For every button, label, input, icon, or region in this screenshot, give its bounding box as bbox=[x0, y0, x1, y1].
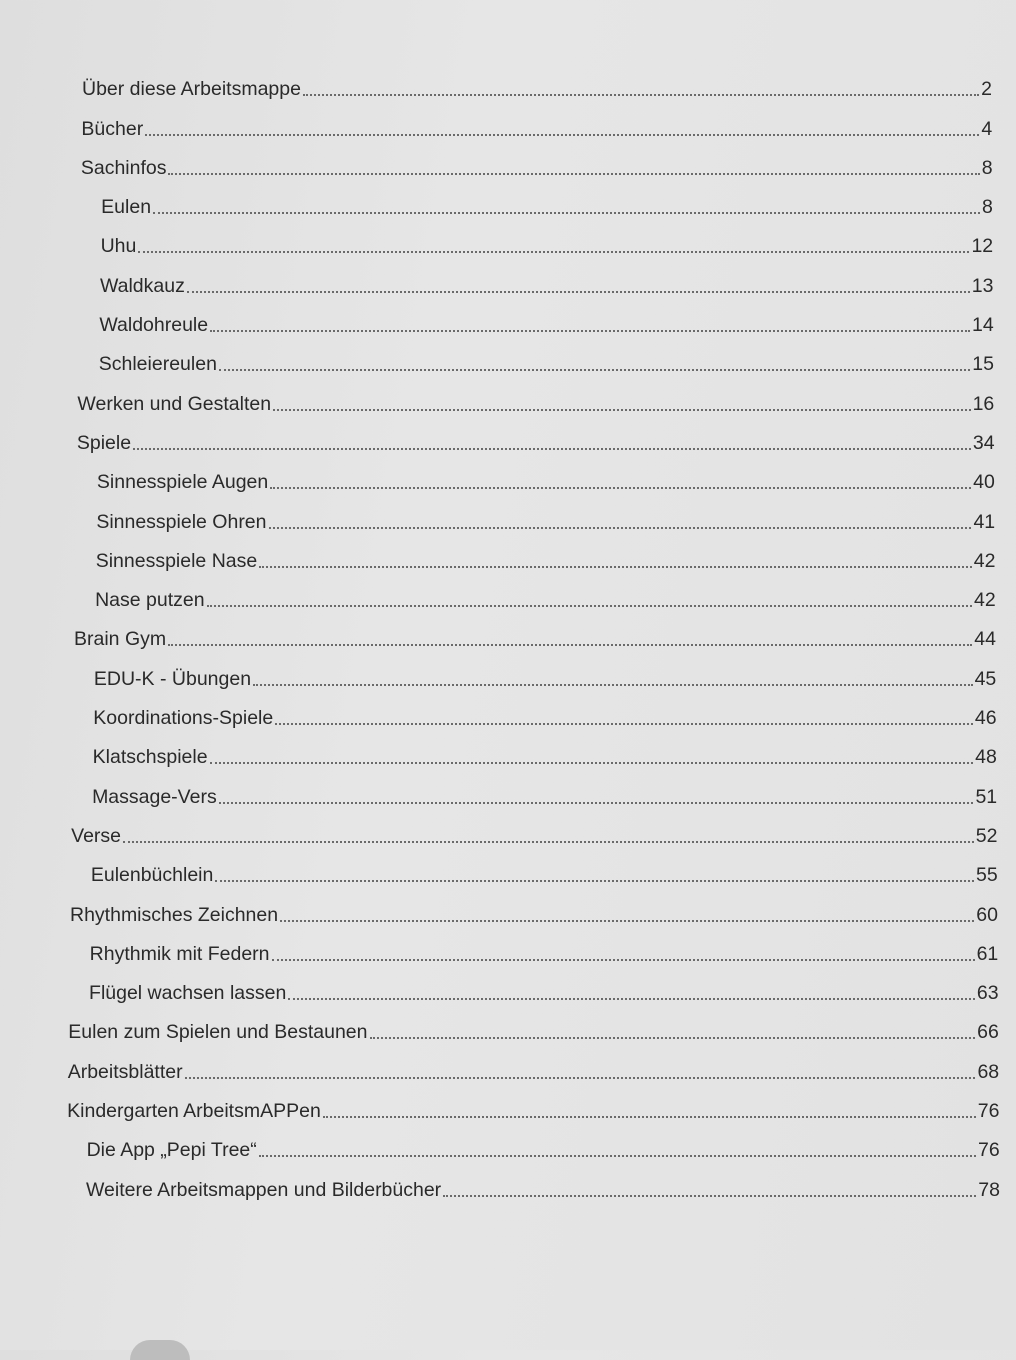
toc-entry-title: Klatschspiele bbox=[92, 746, 208, 769]
toc-entry bbox=[0, 616, 996, 655]
toc-dot-leader bbox=[280, 920, 974, 922]
toc-entry bbox=[0, 184, 993, 223]
toc-entry bbox=[0, 813, 997, 852]
toc-entry-page-number: 4 bbox=[981, 117, 993, 140]
toc-entry-page-number: 14 bbox=[972, 314, 994, 337]
toc-entry-page-number: 48 bbox=[975, 746, 997, 769]
toc-dot-leader bbox=[133, 448, 971, 450]
toc-entry-title: Schleiereulen bbox=[98, 353, 217, 376]
toc-entry-page-number: 60 bbox=[976, 903, 998, 926]
toc-entry-title: Kindergarten ArbeitsmAPPen bbox=[67, 1100, 321, 1123]
toc-entry-page-number: 66 bbox=[977, 1021, 999, 1044]
toc-entry-page-number: 12 bbox=[971, 235, 994, 258]
toc-dot-leader bbox=[443, 1195, 976, 1197]
toc-dot-leader bbox=[185, 1077, 976, 1079]
toc-entry bbox=[0, 105, 992, 144]
toc-entry-title: Waldohreule bbox=[99, 314, 209, 337]
toc-dot-leader bbox=[153, 212, 980, 214]
toc-entry bbox=[0, 1048, 999, 1087]
toc-entry-title: Spiele bbox=[76, 431, 132, 454]
toc-entry-title: Sinnesspiele Augen bbox=[96, 471, 269, 494]
toc-entry-page-number: 46 bbox=[974, 707, 997, 730]
toc-dot-leader bbox=[370, 1037, 976, 1039]
toc-entry-page-number: 34 bbox=[972, 431, 995, 454]
toc-entry bbox=[0, 695, 997, 734]
toc-entry-page-number: 13 bbox=[971, 274, 994, 297]
toc-entry-title: Über diese Arbeitsmappe bbox=[82, 78, 301, 101]
toc-entry-page-number: 16 bbox=[972, 392, 995, 415]
toc-entry-title: Werken und Gestalten bbox=[77, 392, 272, 415]
toc-entry-title: Bücher bbox=[81, 117, 144, 140]
toc-entry-page-number: 41 bbox=[973, 510, 996, 533]
toc-entry-page-number: 42 bbox=[974, 589, 996, 612]
toc-entry bbox=[0, 734, 997, 773]
toc-entry bbox=[0, 970, 999, 1009]
toc-entry-page-number: 40 bbox=[973, 471, 995, 494]
toc-entry bbox=[0, 773, 997, 812]
toc-entry bbox=[0, 931, 998, 970]
toc-entry-page-number: 78 bbox=[978, 1178, 1000, 1201]
toc-entry-page-number: 63 bbox=[976, 982, 999, 1005]
toc-entry-title: Sinnesspiele Ohren bbox=[96, 510, 267, 533]
toc-entry-page-number: 15 bbox=[972, 353, 994, 376]
toc-entry bbox=[0, 420, 995, 459]
toc-entry-page-number: 76 bbox=[977, 1100, 1000, 1123]
toc-entry-title: Weitere Arbeitsmappen und Bilderbücher bbox=[86, 1178, 442, 1201]
toc-entry-title: EDU-K - Übungen bbox=[93, 667, 252, 690]
toc-dot-leader bbox=[272, 959, 975, 961]
toc-dot-leader bbox=[219, 369, 970, 371]
toc-dot-leader bbox=[303, 94, 979, 96]
toc-entry bbox=[0, 1127, 1000, 1166]
table-of-contents bbox=[0, 66, 1016, 1206]
toc-entry bbox=[0, 223, 993, 262]
toc-entry-page-number: 2 bbox=[981, 78, 992, 101]
toc-dot-leader bbox=[259, 566, 972, 568]
toc-dot-leader bbox=[207, 605, 972, 607]
toc-dot-leader bbox=[273, 409, 970, 411]
toc-dot-leader bbox=[210, 330, 970, 332]
toc-entry-page-number: 42 bbox=[973, 549, 996, 572]
toc-dot-leader bbox=[269, 527, 972, 529]
toc-entry bbox=[0, 66, 992, 105]
toc-entry-title: Sachinfos bbox=[80, 156, 167, 179]
toc-entry bbox=[0, 577, 996, 616]
toc-dot-leader bbox=[168, 173, 979, 175]
toc-entry-title: Nase putzen bbox=[95, 589, 205, 612]
toc-entry-title: Arbeitsblätter bbox=[67, 1060, 183, 1083]
toc-dot-leader bbox=[253, 684, 973, 686]
toc-entry-title: Waldkauz bbox=[99, 274, 185, 297]
toc-dot-leader bbox=[323, 1116, 976, 1118]
toc-entry-page-number: 8 bbox=[981, 156, 993, 179]
toc-dot-leader bbox=[288, 998, 975, 1000]
toc-entry bbox=[0, 498, 995, 537]
page-edge-shadow bbox=[130, 1340, 190, 1360]
toc-entry bbox=[0, 262, 993, 301]
toc-entry-title: Brain Gym bbox=[74, 628, 167, 651]
toc-dot-leader bbox=[168, 644, 972, 646]
toc-entry bbox=[0, 459, 995, 498]
toc-entry bbox=[0, 655, 996, 694]
toc-entry-page-number: 45 bbox=[974, 667, 997, 690]
toc-dot-leader bbox=[123, 841, 974, 843]
toc-entry-page-number: 44 bbox=[974, 628, 996, 651]
toc-dot-leader bbox=[187, 291, 970, 293]
toc-entry-title: Rhythmisches Zeichnen bbox=[70, 903, 279, 926]
toc-entry-title: Massage-Vers bbox=[92, 785, 217, 808]
toc-entry-page-number: 8 bbox=[981, 196, 993, 219]
toc-entry-page-number: 68 bbox=[977, 1060, 1000, 1083]
toc-entry bbox=[0, 380, 994, 419]
toc-entry-title: Eulenbüchlein bbox=[90, 864, 214, 887]
toc-entry-title: Die App „Pepi Tree“ bbox=[86, 1139, 257, 1162]
toc-entry bbox=[0, 1166, 1000, 1205]
toc-entry-title: Koordinations-Spiele bbox=[93, 707, 274, 730]
toc-entry-page-number: 61 bbox=[976, 942, 999, 965]
toc-dot-leader bbox=[259, 1155, 976, 1157]
toc-entry bbox=[0, 341, 994, 380]
toc-entry bbox=[0, 891, 998, 930]
toc-entry bbox=[0, 1088, 999, 1127]
toc-dot-leader bbox=[210, 762, 974, 764]
toc-dot-leader bbox=[145, 134, 979, 136]
toc-entry-title: Uhu bbox=[100, 235, 137, 258]
toc-dot-leader bbox=[219, 802, 974, 804]
toc-entry-title: Flügel wachsen lassen bbox=[89, 982, 287, 1005]
toc-entry-title: Verse bbox=[71, 824, 122, 847]
toc-entry-page-number: 55 bbox=[976, 864, 998, 887]
toc-entry bbox=[0, 852, 998, 891]
toc-entry-page-number: 51 bbox=[975, 785, 998, 808]
toc-dot-leader bbox=[138, 251, 969, 253]
toc-dot-leader bbox=[215, 880, 974, 882]
toc-entry-title: Eulen bbox=[101, 196, 152, 219]
toc-entry-page-number: 76 bbox=[978, 1139, 1000, 1162]
toc-entry-title: Sinnesspiele Nase bbox=[95, 549, 258, 572]
toc-entry-title: Eulen zum Spielen und Bestaunen bbox=[68, 1021, 368, 1044]
toc-entry bbox=[0, 145, 993, 184]
toc-entry-title: Rhythmik mit Federn bbox=[89, 942, 270, 965]
toc-entry-page-number: 52 bbox=[975, 824, 998, 847]
toc-entry bbox=[0, 538, 995, 577]
toc-entry bbox=[0, 302, 994, 341]
toc-entry bbox=[0, 1009, 999, 1048]
toc-dot-leader bbox=[275, 723, 973, 725]
toc-dot-leader bbox=[270, 487, 971, 489]
